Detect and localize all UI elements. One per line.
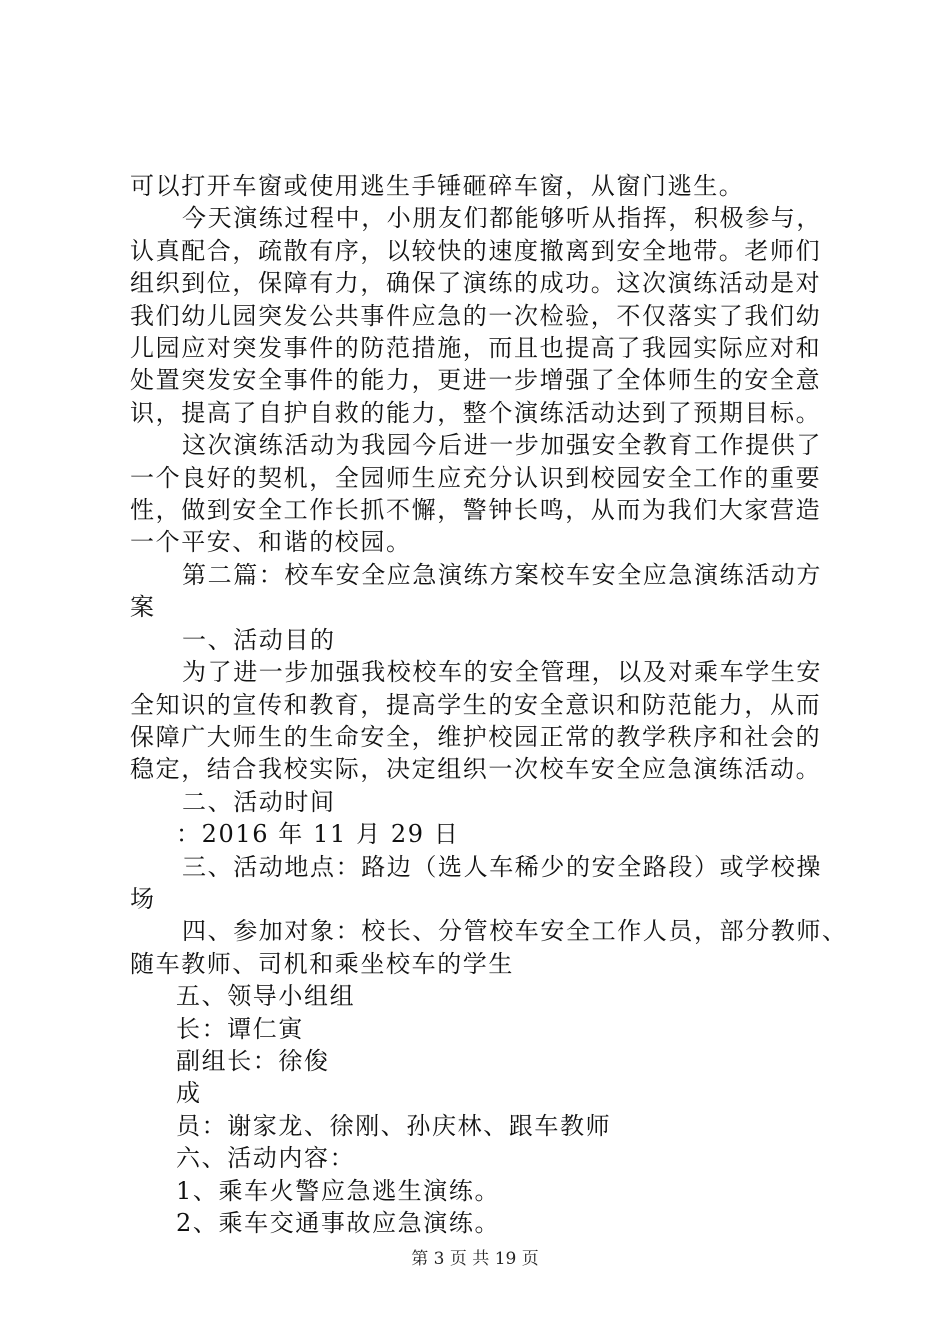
text-line: 稳定，结合我校实际，决定组织一次校车安全应急演练活动。 xyxy=(130,755,822,784)
text-line: 随车教师、司机和乘坐校车的学生 xyxy=(130,949,514,978)
page-number-footer: 第 3 页 共 19 页 xyxy=(411,1249,539,1269)
text-line: 员：谢家龙、徐刚、孙庆林、跟车教师 xyxy=(176,1111,612,1140)
document-body xyxy=(130,170,848,1239)
text-line: 儿园应对突发事件的防范措施，而且也提高了我园实际应对和 xyxy=(130,334,822,363)
text-line: 处置突发安全事件的能力，更进一步增强了全体师生的安全意 xyxy=(130,366,822,395)
section-heading: 五、领导小组组 xyxy=(176,982,356,1011)
text-line: 全知识的宣传和教育，提高学生的安全意识和防范能力，从而 xyxy=(130,690,822,719)
text-line: 长：谭仁寅 xyxy=(176,1014,304,1043)
section-heading: 六、活动内容： xyxy=(176,1144,356,1173)
text-line: ：2016 年 11 月 29 日 xyxy=(176,820,460,849)
text-line: 今天演练过程中，小朋友们都能够听从指挥，积极参与， xyxy=(182,204,822,233)
text-line: 成 xyxy=(176,1079,202,1108)
section-heading: 一、活动目的 xyxy=(182,625,336,654)
text-line: 我们幼儿园突发公共事件应急的一次检验，不仅落实了我们幼 xyxy=(130,301,822,330)
text-line: 性，做到安全工作长抓不懈，警钟长鸣，从而为我们大家营造 xyxy=(130,496,822,525)
text-line: 一个良好的契机，全园师生应充分认识到校园安全工作的重要 xyxy=(130,463,822,492)
text-line: 组织到位，保障有力，确保了演练的成功。这次演练活动是对 xyxy=(130,269,822,298)
text-line: 场 xyxy=(130,884,156,913)
text-line: 可以打开车窗或使用逃生手锤砸碎车窗，从窗门逃生。 xyxy=(130,172,745,200)
list-item: 1、乘车火警应急逃生演练。 xyxy=(176,1176,501,1205)
list-item: 2、乘车交通事故应急演练。 xyxy=(176,1209,501,1237)
text-line: 为了进一步加强我校校车的安全管理，以及对乘车学生安 xyxy=(182,658,822,687)
section-heading: 四、参加对象：校长、分管校车安全工作人员，部分教师、 xyxy=(182,917,848,946)
section-heading: 三、活动地点：路边（选人车稀少的安全路段）或学校操 xyxy=(182,852,822,881)
text-line: 这次演练活动为我园今后进一步加强安全教育工作提供了 xyxy=(182,431,822,460)
text-line: 保障广大师生的生命安全，维护校园正常的教学秩序和社会的 xyxy=(130,722,822,751)
text-line: 案 xyxy=(130,593,156,622)
text-line: 一个平安、和谐的校园。 xyxy=(130,528,412,557)
text-line: 认真配合，疏散有序，以较快的速度撤离到安全地带。老师们 xyxy=(130,236,822,265)
section-heading: 二、活动时间 xyxy=(182,787,336,816)
section-heading: 第二篇：校车安全应急演练方案校车安全应急演练活动方 xyxy=(182,560,822,589)
text-line: 副组长：徐俊 xyxy=(176,1046,330,1075)
text-line: 识，提高了自护自救的能力，整个演练活动达到了预期目标。 xyxy=(130,398,822,427)
